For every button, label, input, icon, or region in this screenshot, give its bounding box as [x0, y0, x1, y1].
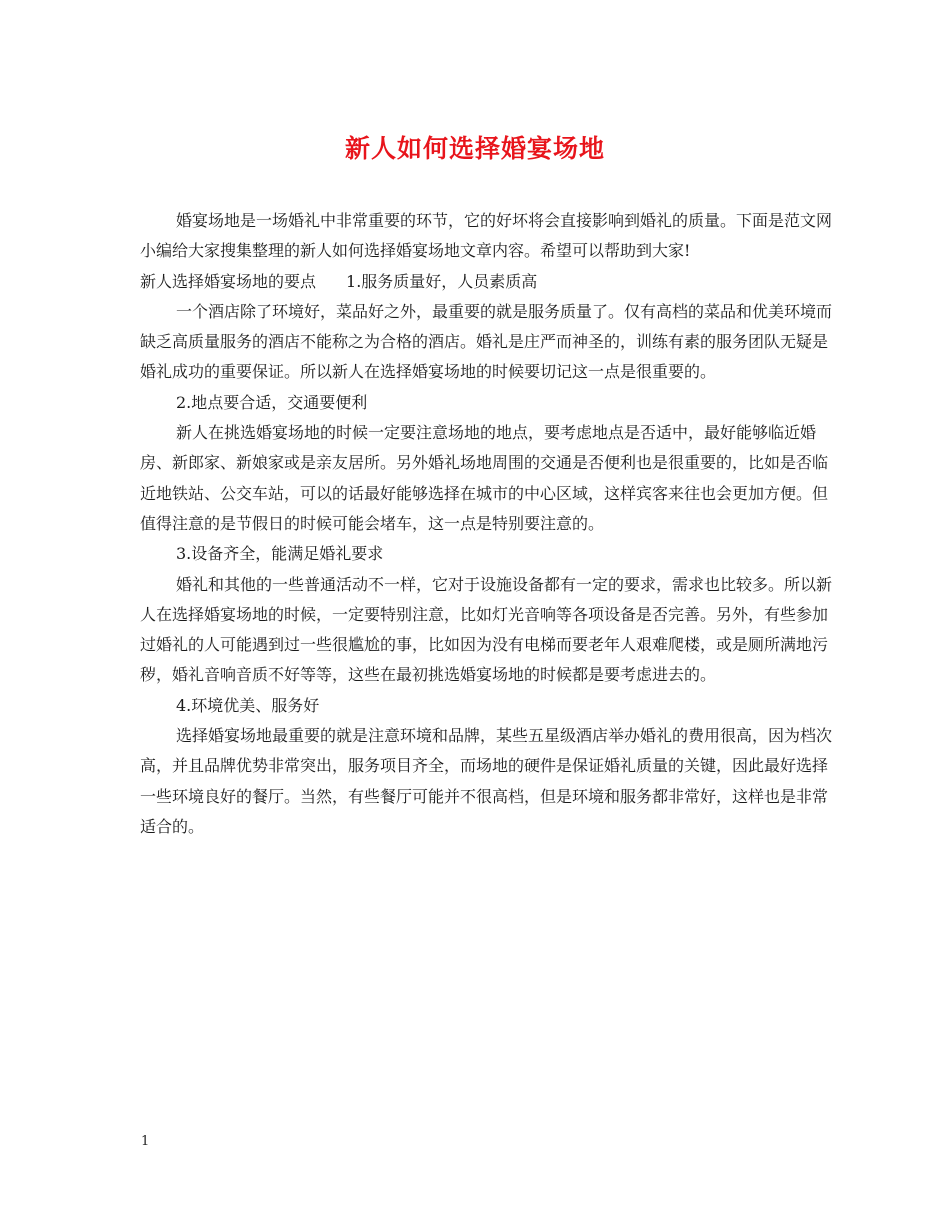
- point-3-paragraph: 婚礼和其他的一些普通活动不一样，它对于设施设备都有一定的要求，需求也比较多。所以新人在选择婚宴场地的时候，一定要特别注意，比如灯光音响等各项设备是否完善。另外，有些参加过婚礼的人可能遇到过一些很尴尬的事，比如因为没有电梯而要老年人艰难爬楼，或是厕所满地污秽，婚礼音响音质不好等等，这些在最初挑选婚宴场地的时候都是要考虑进去的。: [140, 574, 833, 685]
- point-3-heading: 3.设备齐全，能满足婚礼要求: [176, 544, 384, 564]
- point-1-heading: 1.服务质量好，人员素质高: [346, 271, 538, 291]
- point-4-heading: 4.环境优美、服务好: [176, 695, 320, 715]
- point-4-paragraph: 选择婚宴场地最重要的就是注意环境和品牌，某些五星级酒店举办婚礼的费用很高，因为档次高，并且品牌优势非常突出，服务项目齐全，而场地的硬件是保证婚礼质量的关键，因此最好选择一些环境良好的餐厅。当然，有些餐厅可能并不很高档，但是环境和服务都非常好，这样也是非常适合的。: [140, 726, 833, 836]
- point-2-heading: 2.地点要合适，交通要便利: [176, 392, 368, 412]
- point-1-paragraph: 一个酒店除了环境好，菜品好之外，最重要的就是服务质量了。仅有高档的菜品和优美环境而缺乏高质量服务的酒店不能称之为合格的酒店。婚礼是庄严而神圣的，训练有素的服务团队无疑是婚礼成功的重要保证。所以新人在选择婚宴场地的时候要切记这一点是很重要的。: [140, 301, 833, 382]
- document-body: [140, 206, 840, 842]
- section-heading: 新人选择婚宴场地的要点: [140, 271, 317, 291]
- page-title: 新人如何选择婚宴场地: [344, 134, 605, 163]
- page-number: 1: [141, 1134, 150, 1149]
- section-heading-line: [140, 267, 840, 297]
- point-2-paragraph: 新人在挑选婚宴场地的时候一定要注意场地的地点，要考虑地点是否适中，最好能够临近婚房、新郎家、新娘家或是亲友居所。另外婚礼场地周围的交通是否便利也是很重要的，比如是否临近地铁站、公交车站，可以的话最好能够选择在城市的中心区域，这样宾客来往也会更加方便。但值得注意的是节假日的时候可能会堵车，这一点是特别要注意的。: [140, 423, 829, 533]
- intro-paragraph: 婚宴场地是一场婚礼中非常重要的环节，它的好坏将会直接影响到婚礼的质量。下面是范文网小编给大家搜集整理的新人如何选择婚宴场地文章内容。希望可以帮助到大家!: [140, 211, 833, 261]
